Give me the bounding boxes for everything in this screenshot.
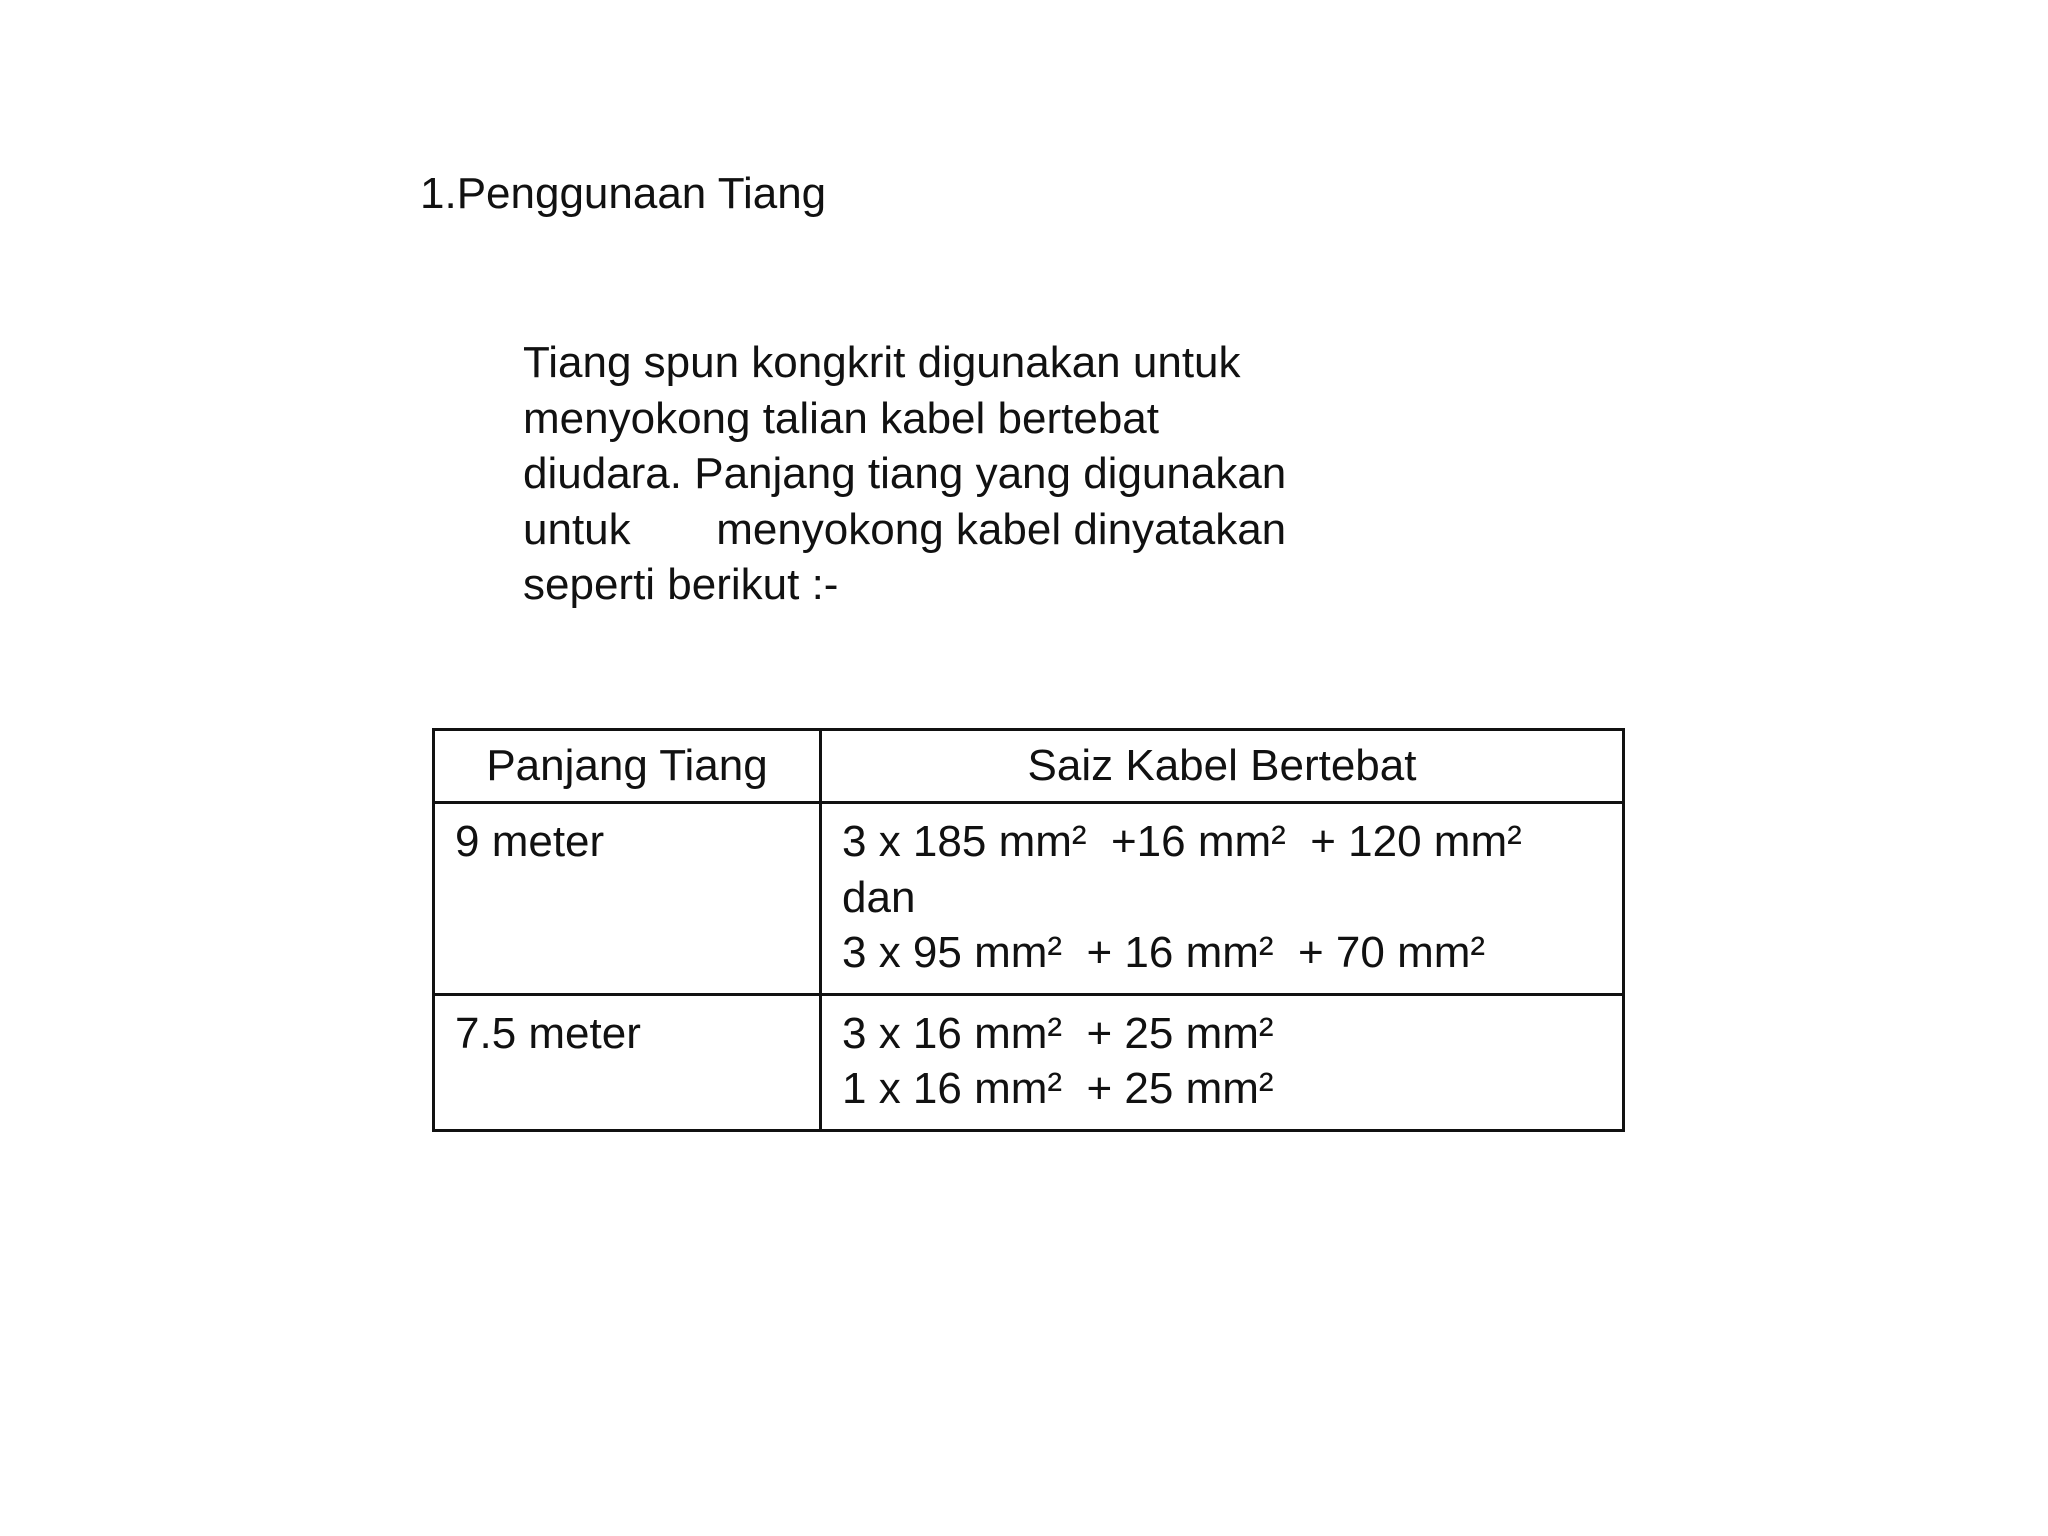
cable-size-line: 3 x 185 mm² +16 mm² + 120 mm² [842, 817, 1522, 866]
pole-length-cell [434, 994, 821, 1130]
table-row [434, 994, 1624, 1130]
pole-cable-table [432, 728, 1625, 1132]
cable-size-line: 1 x 16 mm² + 25 mm² [842, 1064, 1274, 1113]
paragraph-line: seperti berikut :- [523, 560, 839, 609]
header-cable-size: Saiz Kabel Bertebat [821, 730, 1624, 803]
cable-size-cell [821, 994, 1624, 1130]
pole-length-cell [434, 803, 821, 995]
paragraph-line: untuk menyokong kabel dinyatakan [523, 504, 1287, 554]
paragraph-line: Tiang spun kongkrit digunakan untuk [523, 338, 1241, 387]
pole-length-value: 7.5 meter [455, 1008, 641, 1058]
paragraph-line: diudara. Panjang tiang yang digunakan [523, 449, 1287, 498]
paragraph-line: menyokong talian kabel bertebat [523, 393, 1159, 443]
description-paragraph [523, 335, 1343, 613]
table-header-row [434, 730, 1624, 803]
cable-size-line: 3 x 16 mm² + 25 mm² [842, 1008, 1274, 1058]
cable-size-line: dan [842, 872, 916, 922]
pole-length-value: 9 meter [455, 817, 605, 866]
cable-size-line: 3 x 95 mm² + 16 mm² + 70 mm² [842, 928, 1486, 977]
table-row [434, 803, 1624, 995]
cable-size-cell [821, 803, 1624, 995]
header-pole-length: Panjang Tiang [434, 730, 821, 803]
section-heading: 1.Penggunaan Tiang [420, 169, 827, 218]
